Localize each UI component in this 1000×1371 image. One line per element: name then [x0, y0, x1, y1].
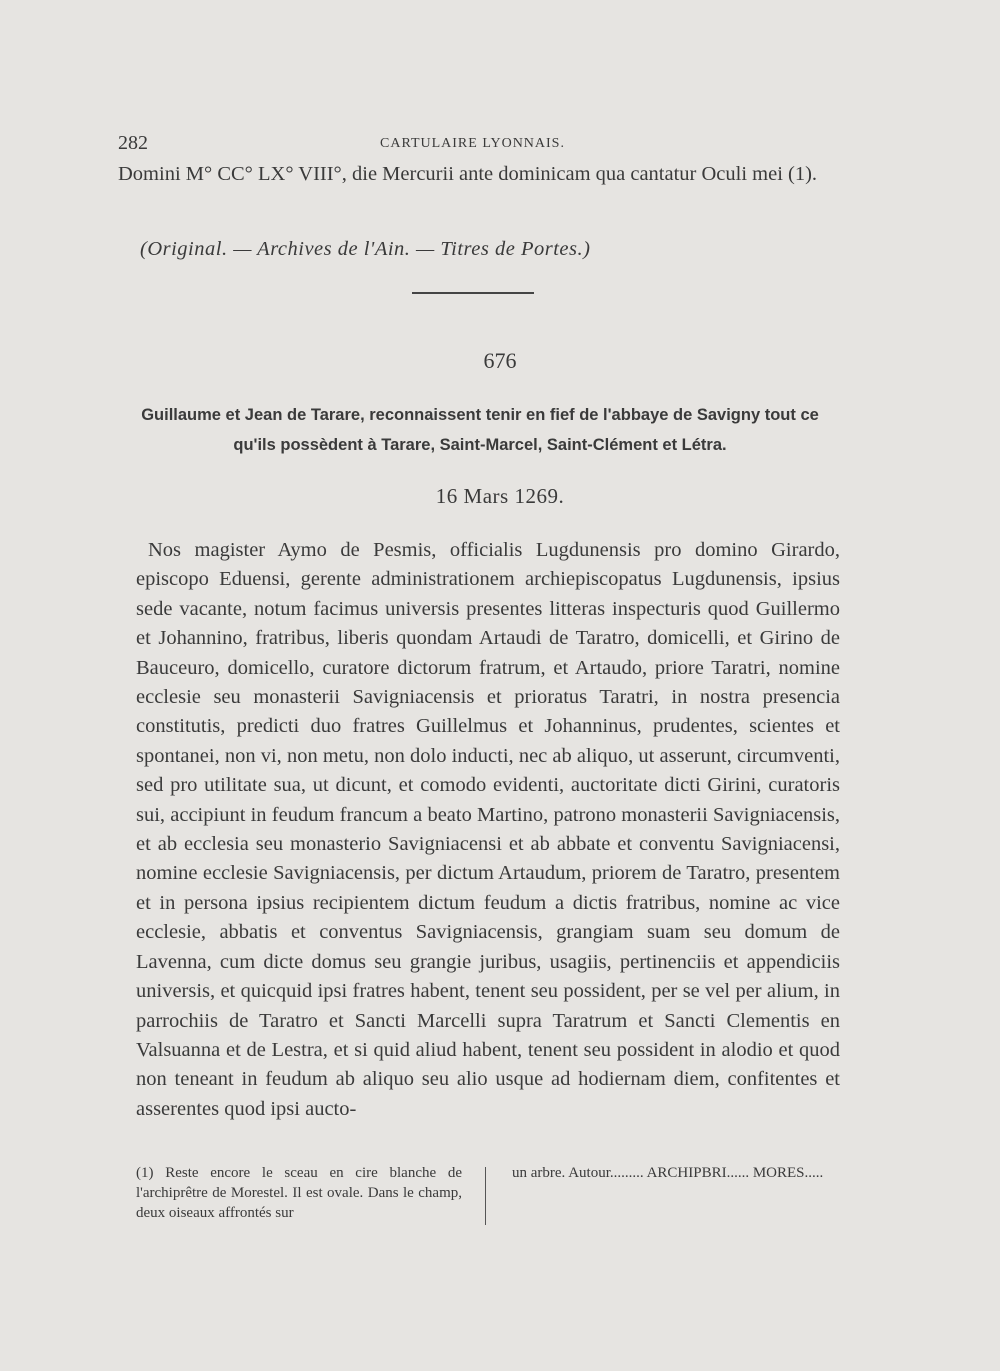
footnote-column-separator: [485, 1167, 486, 1225]
charter-text: [136, 536, 840, 1124]
charter-date: 16 Mars 1269.: [435, 484, 565, 508]
previous-charter-continuation: Domini M° CC° LX° VIII°, die Mercurii ante dominicam qua cantatur Oculi mei (1).: [118, 163, 818, 185]
section-divider: [412, 292, 534, 294]
charter-summary: Guillaume et Jean de Tarare, reconnaissent tenir en fief de l'abbaye de Savigny tout ce qu'ils possèdent à Tarare, Saint-Marcel, Saint-Clément et Létra.: [141, 406, 819, 454]
footnote-left-column: (1) Reste encore le sceau en cire blanche de l'archiprêtre de Morestel. Il est ovale. Dans le champ, deux oiseaux affrontés sur: [136, 1165, 462, 1221]
footnote-right-column: un arbre. Autour......... ARCHIPBRI...... MORES.....: [512, 1165, 824, 1181]
charter-paragraph: Nos magister Aymo de Pesmis, officialis Lugdunensis pro domino Girardo, episcopo Eduensi, gerente administrationem archiepiscopatus Lugdunensis, ipsius sede vacante, notum facimus universis presentes litteras inspecturis quod Guillermo et Johannino, fratribus, liberis quondam Artaudi de Taratro, domicelli, et Girino de Bauceuro, domicello, curatore dictorum fratrum, et Artaudo, priore Taratri, nomine ecclesie seu monasterii Savigniacensis et prioratus Taratri, in nostra presencia constitutis, predicti duo fratres Guillelmus et Johanninus, prudentes, scientes et spontanei, non vi, non metu, non dolo inducti, nec ab aliquo, ut asserunt, circumventi, sed pro utilitate sua, ut dicunt, et comodo evidenti, auctoritate dicti Girini, curatoris sui, accipiunt in feudum francum a beato Martino, patrono monasterii Savigniacensis, et ab ecclesia seu monasterio Savigniacensi et ab abbate et conventu Savigniacensi, nomine ecclesie Savigniacensis, per dictum Artaudum, priorem de Taratro, presentem et in persona ipsius recipientem dictum feudum a dictis fratribus, nomine ac vice ecclesie, abbatis et conventus Savigniacensis, grangiam suam seu domum de Lavenna, cum dicte domus seu grangie juribus, usagiis, pertinenciis et appendiciis universis, et quicquid ipsi fratres habent, tenent seu possident, per se vel per alium, in parrochiis de Taratro et Sancti Marcelli supra Taratrum et Sancti Clementis en Valsuanna et de Lestra, et si quid aliud habent, tenent seu possident in alodio et quod non teneant in feudum ab aliquo seu alio usque ad hodiernam diem, confitentes et asserentes quod ipsi aucto-: [136, 539, 840, 1120]
footnotes: [136, 1163, 856, 1233]
page-header: [118, 132, 838, 156]
charter-number: 676: [483, 348, 517, 373]
running-title: CARTULAIRE LYONNAIS.: [380, 136, 565, 151]
page-number: 282: [118, 132, 148, 154]
source-note: (Original. — Archives de l'Ain. — Titres de Portes.): [140, 238, 591, 260]
